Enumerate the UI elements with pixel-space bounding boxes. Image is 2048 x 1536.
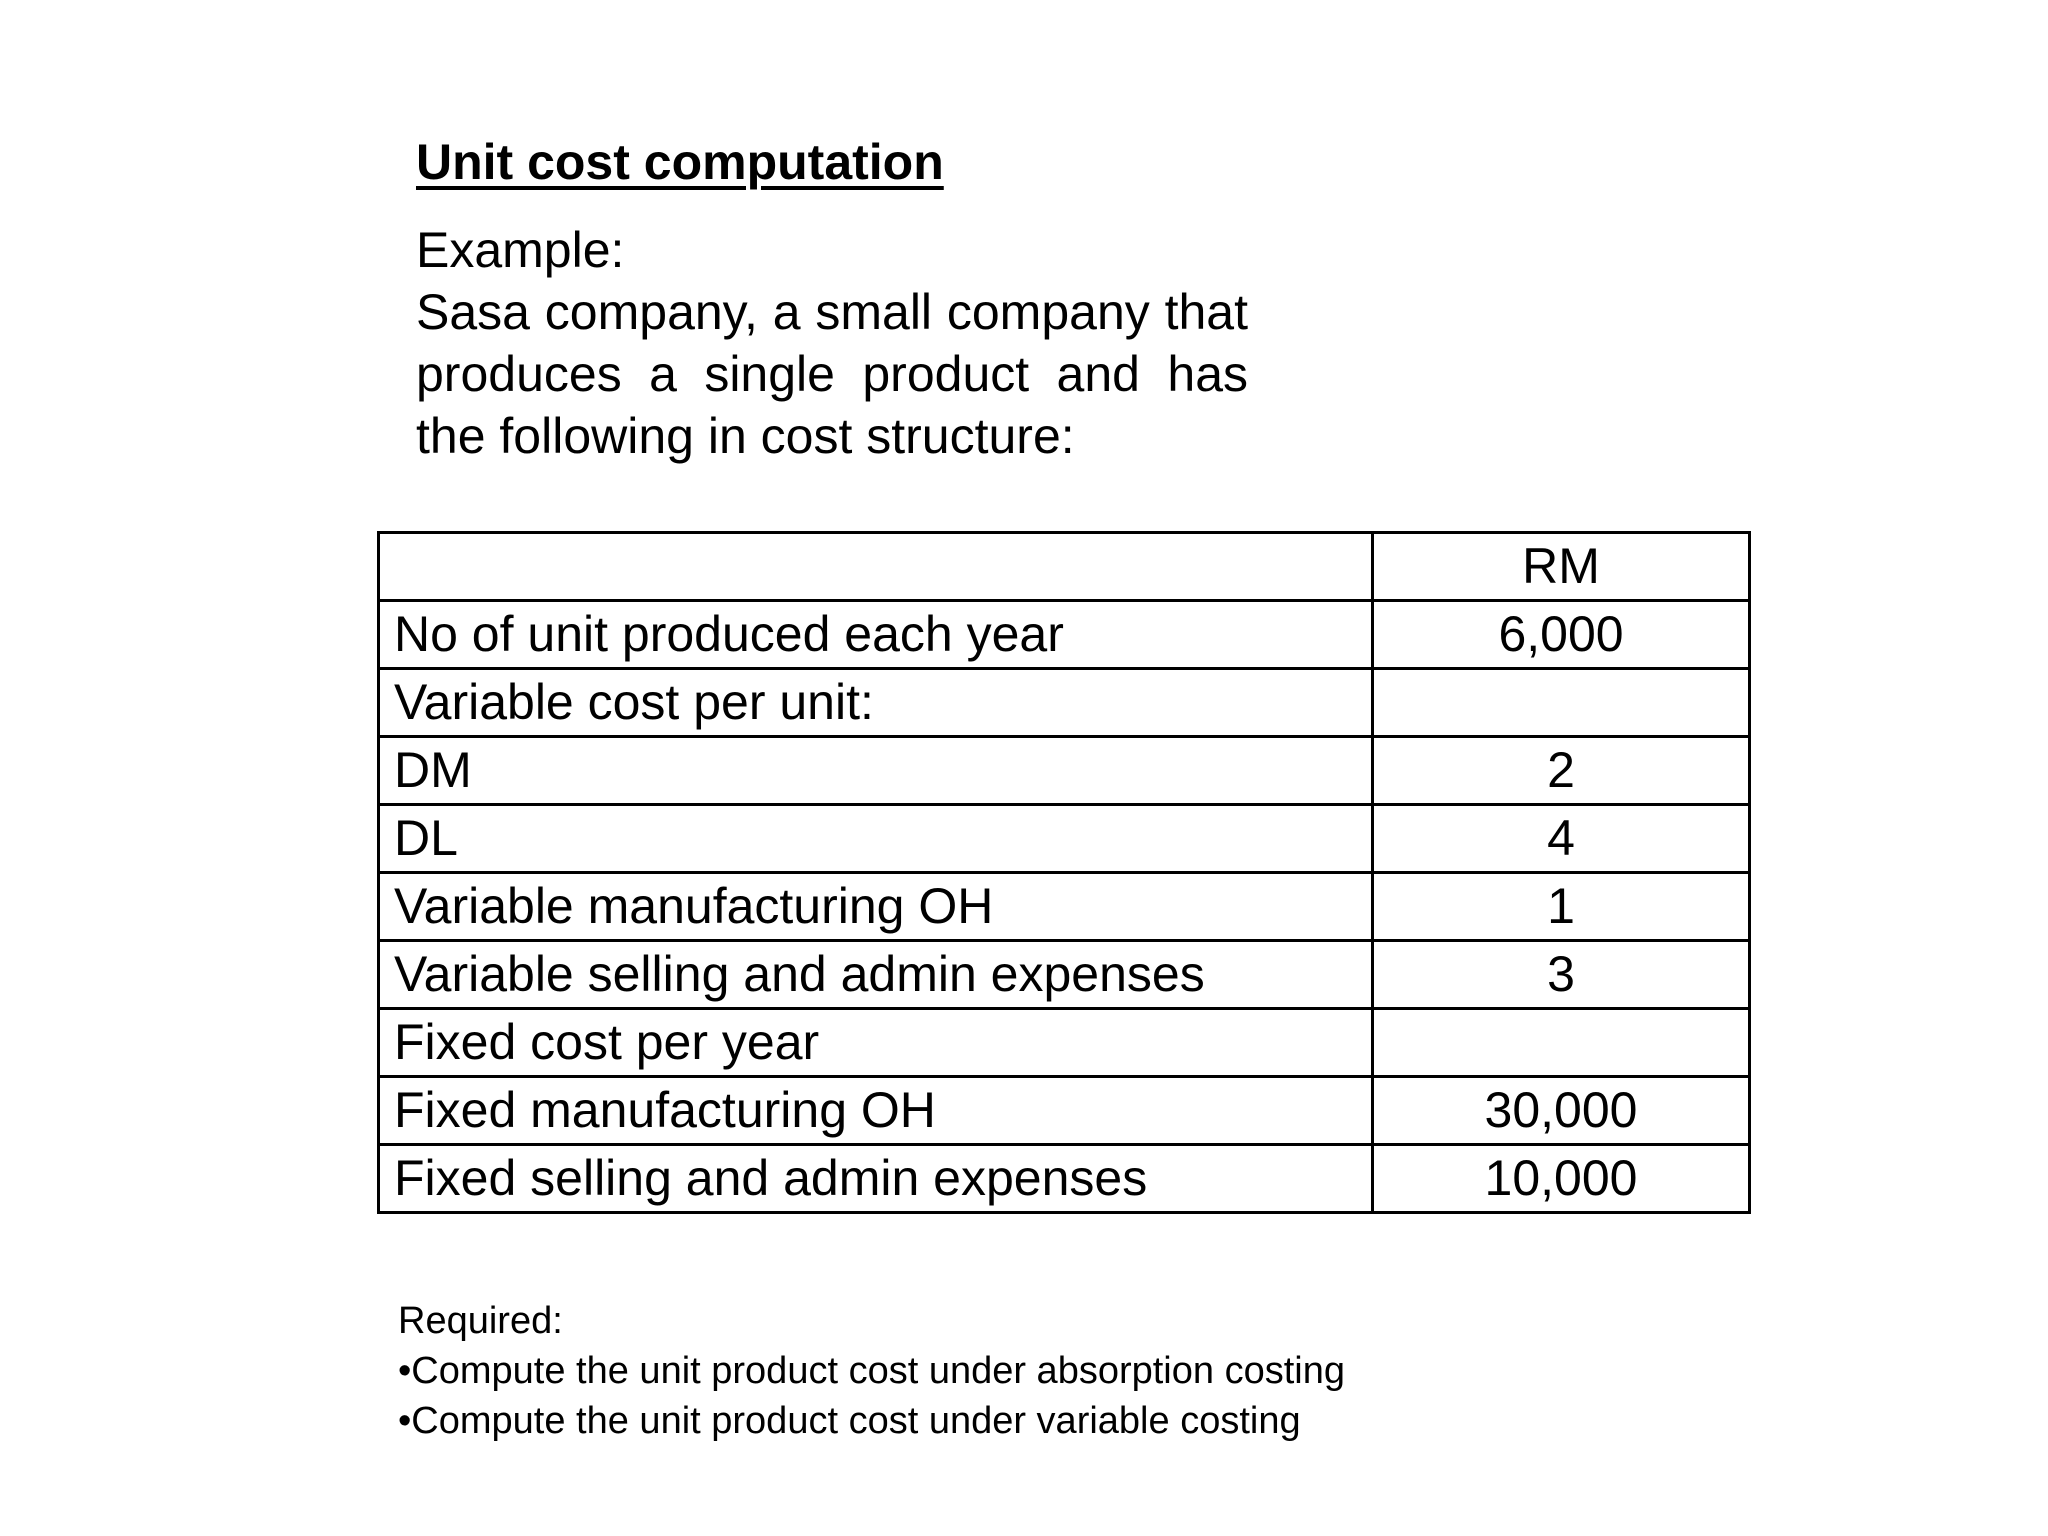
table-header-row	[379, 533, 1750, 601]
required-item: •Compute the unit product cost under absorption costing	[398, 1350, 1345, 1392]
header-label-cell	[379, 533, 1373, 601]
example-label: Example:	[416, 222, 625, 278]
table-row	[379, 737, 1750, 805]
required-item: •Compute the unit product cost under variable costing	[398, 1400, 1301, 1442]
cost-structure-table	[377, 531, 1751, 1214]
required-section	[398, 1296, 1345, 1446]
table-row	[379, 873, 1750, 941]
row-value: 1	[1373, 873, 1750, 941]
row-value: 2	[1373, 737, 1750, 805]
row-label: DM	[379, 737, 1373, 805]
header-currency-cell: RM	[1373, 533, 1750, 601]
table-row	[379, 941, 1750, 1009]
table-row	[379, 601, 1750, 669]
row-value	[1373, 1009, 1750, 1077]
example-description: Sasa company, a small company that produces a single product and has the following in cost structure:	[416, 284, 1248, 464]
page-title: Unit cost computation	[416, 134, 944, 190]
row-value: 3	[1373, 941, 1750, 1009]
row-label: Variable manufacturing OH	[379, 873, 1373, 941]
table-row	[379, 1077, 1750, 1145]
required-label: Required:	[398, 1300, 563, 1342]
row-label: Fixed cost per year	[379, 1009, 1373, 1077]
row-label: Fixed selling and admin expenses	[379, 1145, 1373, 1213]
row-label: Fixed manufacturing OH	[379, 1077, 1373, 1145]
row-value: 4	[1373, 805, 1750, 873]
row-value	[1373, 669, 1750, 737]
row-label: Variable cost per unit:	[379, 669, 1373, 737]
table-row	[379, 805, 1750, 873]
row-label: DL	[379, 805, 1373, 873]
row-value: 6,000	[1373, 601, 1750, 669]
row-value: 10,000	[1373, 1145, 1750, 1213]
table-row	[379, 1145, 1750, 1213]
row-value: 30,000	[1373, 1077, 1750, 1145]
row-label: No of unit produced each year	[379, 601, 1373, 669]
table-row	[379, 669, 1750, 737]
row-label: Variable selling and admin expenses	[379, 941, 1373, 1009]
table-row	[379, 1009, 1750, 1077]
